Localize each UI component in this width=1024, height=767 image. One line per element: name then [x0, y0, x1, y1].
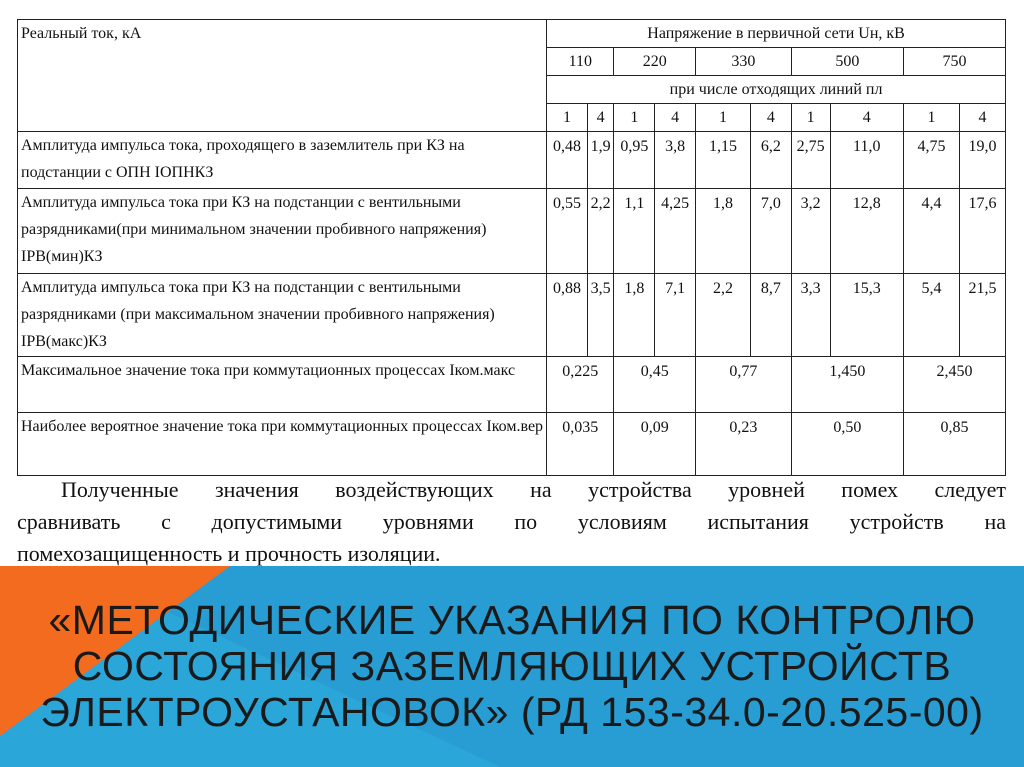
table-cell: 0,88 — [547, 274, 588, 357]
table-cell: 17,6 — [960, 189, 1006, 274]
line-count: 1 — [695, 104, 750, 132]
table-cell: 2,2 — [695, 274, 750, 357]
banner-title-line: «МЕТОДИЧЕСКИЕ УКАЗАНИЯ ПО КОНТРОЛЮ — [48, 597, 976, 643]
table-row — [18, 357, 1006, 413]
table-cell: 4,75 — [903, 132, 959, 189]
line-count: 1 — [614, 104, 655, 132]
table-cell: 0,09 — [614, 413, 696, 476]
table-row — [18, 132, 1006, 189]
table-cell: 3,8 — [655, 132, 696, 189]
table-cell: 4,25 — [655, 189, 696, 274]
lines-header: при числе отходящих линий пл — [547, 76, 1006, 104]
voltage-220: 220 — [614, 48, 696, 76]
table-row — [18, 413, 1006, 476]
header-row-voltage — [18, 20, 1006, 48]
table-cell: 0,85 — [903, 413, 1005, 476]
banner-title-line: ЭЛЕКТРОУСТАНОВОК» (РД 153-34.0-20.525-00) — [40, 689, 984, 735]
currents-table — [17, 19, 1006, 476]
banner-title-line: СОСТОЯНИЯ ЗАЗЕМЛЯЮЩИХ УСТРОЙСТВ — [72, 643, 952, 689]
line-count: 1 — [547, 104, 588, 132]
table-cell: 0,50 — [791, 413, 903, 476]
table-cell: 0,55 — [547, 189, 588, 274]
table-cell: 6,2 — [751, 132, 792, 189]
row-label: Амплитуда импульса тока, проходящего в заземлитель при КЗ на подстанции с ОПН IОПНКЗ — [18, 132, 547, 189]
paragraph-line: Полученные значения воздействующих на устройства уровней помех следует — [61, 477, 1006, 502]
table-cell: 1,15 — [695, 132, 750, 189]
row-label: Амплитуда импульса тока при КЗ на подстанции с вентильными разрядниками (при максимальном значении пробивного напряжения) IРВ(макс)КЗ — [18, 274, 547, 357]
table-cell: 2,2 — [587, 189, 614, 274]
table-cell: 19,0 — [960, 132, 1006, 189]
table-cell: 1,8 — [695, 189, 750, 274]
table-cell: 12,8 — [830, 189, 903, 274]
table-cell: 0,95 — [614, 132, 655, 189]
table-cell: 0,77 — [695, 357, 791, 413]
table-cell: 21,5 — [960, 274, 1006, 357]
banner-title — [40, 597, 984, 735]
title-banner — [0, 566, 1024, 767]
table-cell: 4,4 — [903, 189, 959, 274]
voltage-330: 330 — [695, 48, 791, 76]
conclusion-paragraph — [17, 474, 1006, 570]
table-cell: 1,8 — [614, 274, 655, 357]
table-cell: 8,7 — [751, 274, 792, 357]
table-cell: 11,0 — [830, 132, 903, 189]
table-cell: 1,9 — [587, 132, 614, 189]
table-cell: 7,0 — [751, 189, 792, 274]
table-cell: 3,5 — [587, 274, 614, 357]
table-cell: 2,450 — [903, 357, 1005, 413]
table-row — [18, 189, 1006, 274]
voltage-750: 750 — [903, 48, 1005, 76]
table-cell: 0,225 — [547, 357, 614, 413]
line-count: 1 — [903, 104, 959, 132]
line-count: 4 — [960, 104, 1006, 132]
corner-header: Реальный ток, кА — [18, 20, 547, 132]
voltage-header: Напряжение в первичной сети Uн, кВ — [547, 20, 1006, 48]
table-cell: 5,4 — [903, 274, 959, 357]
table-cell: 7,1 — [655, 274, 696, 357]
table-cell: 3,3 — [791, 274, 830, 357]
row-label: Наиболее вероятное значение тока при коммутационных процессах Iком.вер — [18, 413, 547, 476]
paragraph-line: сравнивать с допустимыми уровнями по условиям испытания устройств на — [17, 509, 1006, 534]
line-count: 1 — [791, 104, 830, 132]
table-cell: 2,75 — [791, 132, 830, 189]
row-label: Максимальное значение тока при коммутационных процессах Iком.макс — [18, 357, 547, 413]
line-count: 4 — [655, 104, 696, 132]
line-count: 4 — [830, 104, 903, 132]
voltage-500: 500 — [791, 48, 903, 76]
row-label: Амплитуда импульса тока при КЗ на подстанции с вентильными разрядниками(при минимальном значении пробивного напряжения) IРВ(мин)КЗ — [18, 189, 547, 274]
table-row — [18, 274, 1006, 357]
paragraph-line: помехозащищенность и прочность изоляции. — [17, 541, 441, 566]
table-cell: 15,3 — [830, 274, 903, 357]
voltage-110: 110 — [547, 48, 614, 76]
table-cell: 0,035 — [547, 413, 614, 476]
table-cell: 1,1 — [614, 189, 655, 274]
table-cell: 0,23 — [695, 413, 791, 476]
line-count: 4 — [751, 104, 792, 132]
table-cell: 1,450 — [791, 357, 903, 413]
line-count: 4 — [587, 104, 614, 132]
table-cell: 3,2 — [791, 189, 830, 274]
table-cell: 0,45 — [614, 357, 696, 413]
table-cell: 0,48 — [547, 132, 588, 189]
